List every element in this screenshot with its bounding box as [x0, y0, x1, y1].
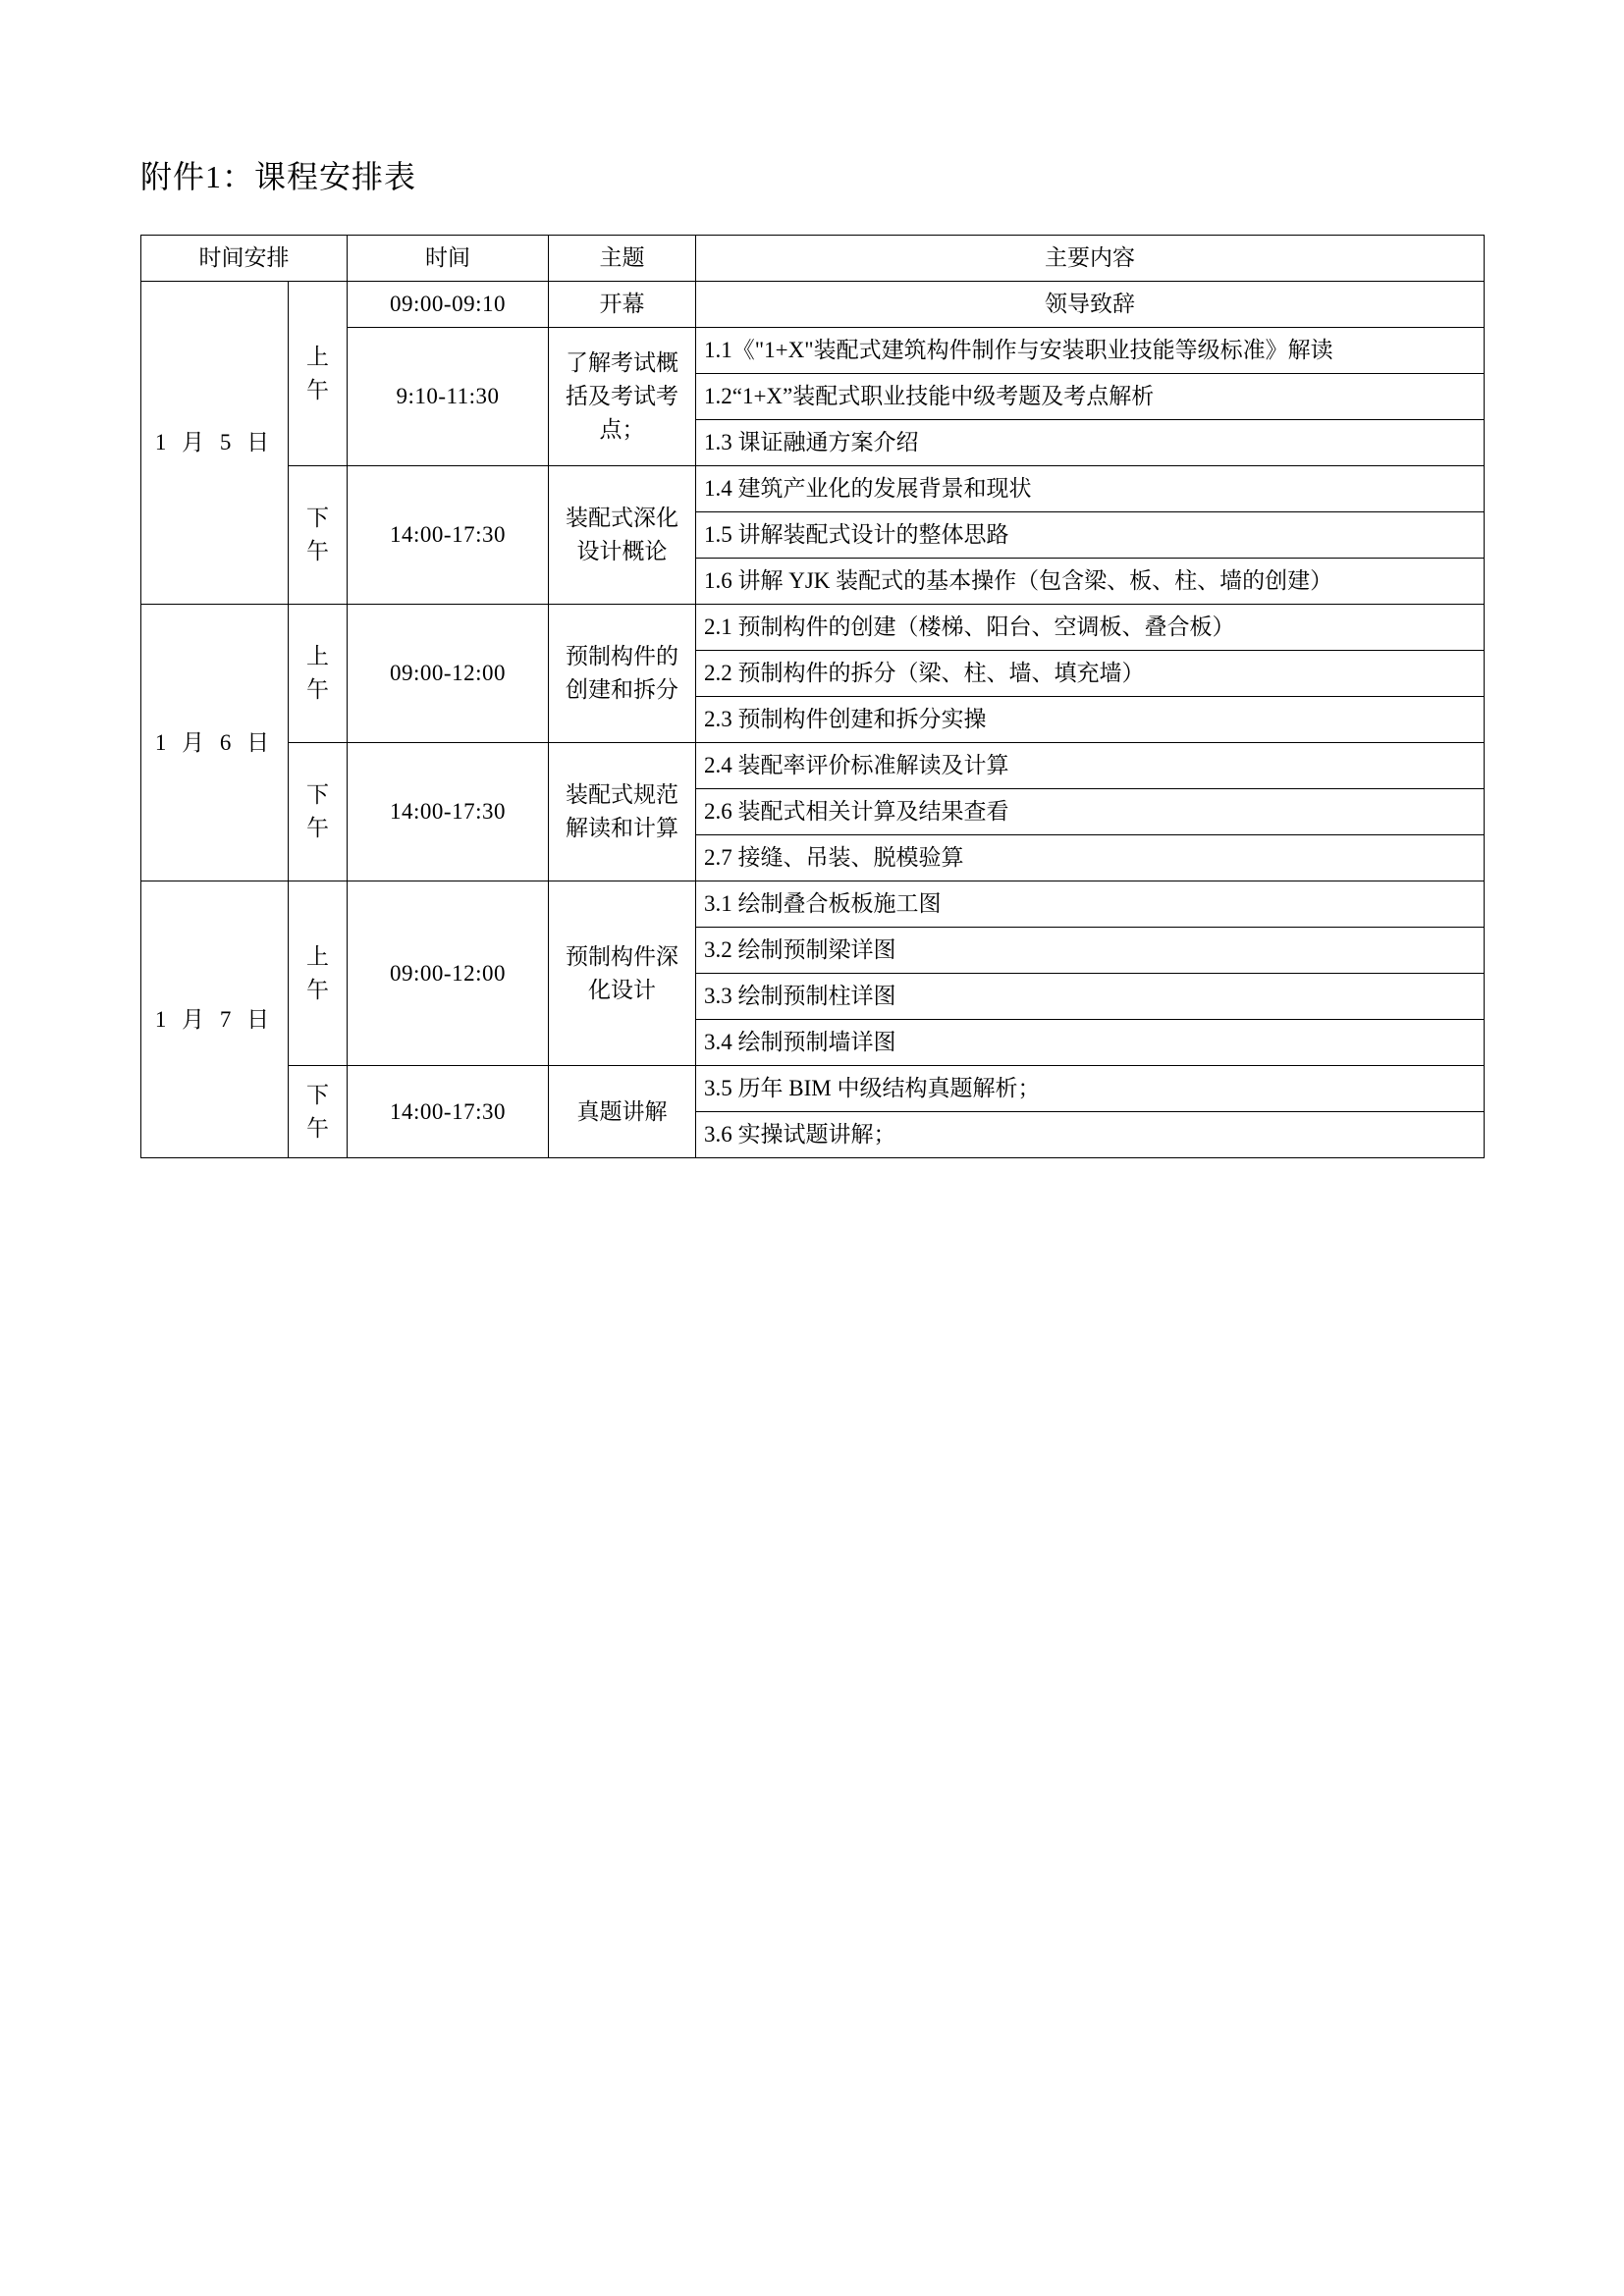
- half-char: 上: [306, 644, 329, 668]
- day-date-cell: 1 月 5 日: [141, 282, 289, 605]
- topic-line: 创建和拆分: [566, 677, 678, 702]
- session-topic-cell: [549, 466, 696, 605]
- day-date-cell: 1 月 7 日: [141, 881, 289, 1158]
- content-item-cell: 1.6 讲解 YJK 装配式的基本操作（包含梁、板、柱、墙的创建）: [696, 559, 1485, 605]
- page-title: 附件1：课程安排表: [140, 159, 417, 194]
- half-char: 午: [306, 1115, 329, 1141]
- table-row: [141, 1066, 1485, 1112]
- half-char: 下: [306, 782, 329, 807]
- topic-line: 开幕: [599, 292, 645, 316]
- session-topic-cell: [549, 881, 696, 1066]
- topic-line: 化设计: [588, 977, 656, 1002]
- course-schedule-table: [140, 235, 1485, 1158]
- session-time-cell: 09:00-12:00: [348, 881, 549, 1066]
- column-header-schedule: 时间安排: [141, 236, 348, 282]
- content-item-cell: 1.4 建筑产业化的发展背景和现状: [696, 466, 1485, 512]
- table-body: [141, 282, 1485, 1158]
- session-topic-cell: [549, 328, 696, 466]
- table-row: [141, 605, 1485, 651]
- session-time-cell: 14:00-17:30: [348, 1066, 549, 1158]
- topic-line: 括及考试考: [566, 384, 678, 408]
- column-header-topic: 主题: [549, 236, 696, 282]
- content-item-cell: 3.4 绘制预制墙详图: [696, 1020, 1485, 1066]
- topic-line: 解读和计算: [566, 816, 678, 840]
- content-item-cell: 2.2 预制构件的拆分（梁、柱、墙、填充墙）: [696, 651, 1485, 697]
- content-item-cell: 领导致辞: [696, 282, 1485, 328]
- half-char: 午: [306, 677, 329, 702]
- session-topic-cell: [549, 605, 696, 743]
- content-item-cell: 1.1《"1+X"装配式建筑构件制作与安装职业技能等级标准》解读: [696, 328, 1485, 374]
- session-topic-cell: [549, 743, 696, 881]
- session-topic-cell: [549, 282, 696, 328]
- session-time-cell: 14:00-17:30: [348, 466, 549, 605]
- content-item-cell: 1.2“1+X”装配式职业技能中级考题及考点解析: [696, 374, 1485, 420]
- table-row: [141, 881, 1485, 928]
- half-char: 午: [306, 816, 329, 840]
- topic-line: 设计概论: [576, 539, 668, 563]
- half-char: 午: [306, 977, 329, 1002]
- session-topic-cell: [549, 1066, 696, 1158]
- content-item-cell: 3.2 绘制预制梁详图: [696, 928, 1485, 974]
- content-item-cell: 3.5 历年 BIM 中级结构真题解析；: [696, 1066, 1485, 1112]
- table-header-row: [141, 236, 1485, 282]
- session-time-cell: 09:00-09:10: [348, 282, 549, 328]
- table-row: [141, 282, 1485, 328]
- half-char: 上: [306, 943, 329, 969]
- half-char: 上: [306, 344, 329, 369]
- content-item-cell: 2.1 预制构件的创建（楼梯、阳台、空调板、叠合板）: [696, 605, 1485, 651]
- content-item-cell: 3.6 实操试题讲解；: [696, 1112, 1485, 1158]
- topic-line: 真题讲解: [576, 1098, 668, 1124]
- half-char: 午: [306, 539, 329, 563]
- content-item-cell: 3.3 绘制预制柱详图: [696, 974, 1485, 1020]
- content-item-cell: 2.3 预制构件创建和拆分实操: [696, 697, 1485, 743]
- content-item-cell: 1.3 课证融通方案介绍: [696, 420, 1485, 466]
- half-char: 午: [306, 377, 329, 402]
- table-row: [141, 743, 1485, 789]
- day-half-cell: [289, 466, 348, 605]
- half-char: 下: [306, 506, 329, 530]
- topic-line: 点；: [599, 417, 645, 442]
- topic-line: 装配式深化: [566, 506, 678, 530]
- topic-line: 预制构件的: [566, 644, 678, 668]
- session-time-cell: 9:10-11:30: [348, 328, 549, 466]
- table-row: [141, 466, 1485, 512]
- session-time-cell: 09:00-12:00: [348, 605, 549, 743]
- half-char: 下: [306, 1082, 329, 1107]
- content-item-cell: 3.1 绘制叠合板板施工图: [696, 881, 1485, 928]
- topic-line: 预制构件深: [566, 943, 678, 969]
- day-half-cell: [289, 743, 348, 881]
- day-half-cell: [289, 605, 348, 743]
- column-header-content: 主要内容: [696, 236, 1485, 282]
- topic-line: 装配式规范: [566, 782, 678, 807]
- day-date-cell: 1 月 6 日: [141, 605, 289, 881]
- content-item-cell: 2.4 装配率评价标准解读及计算: [696, 743, 1485, 789]
- content-item-cell: 2.7 接缝、吊装、脱模验算: [696, 835, 1485, 881]
- column-header-time: 时间: [348, 236, 549, 282]
- day-half-cell: [289, 1066, 348, 1158]
- session-time-cell: 14:00-17:30: [348, 743, 549, 881]
- topic-line: 了解考试概: [566, 350, 678, 375]
- day-half-cell: [289, 881, 348, 1066]
- content-item-cell: 1.5 讲解装配式设计的整体思路: [696, 512, 1485, 559]
- day-half-cell: [289, 282, 348, 466]
- content-item-cell: 2.6 装配式相关计算及结果查看: [696, 789, 1485, 835]
- table-head: [141, 236, 1485, 282]
